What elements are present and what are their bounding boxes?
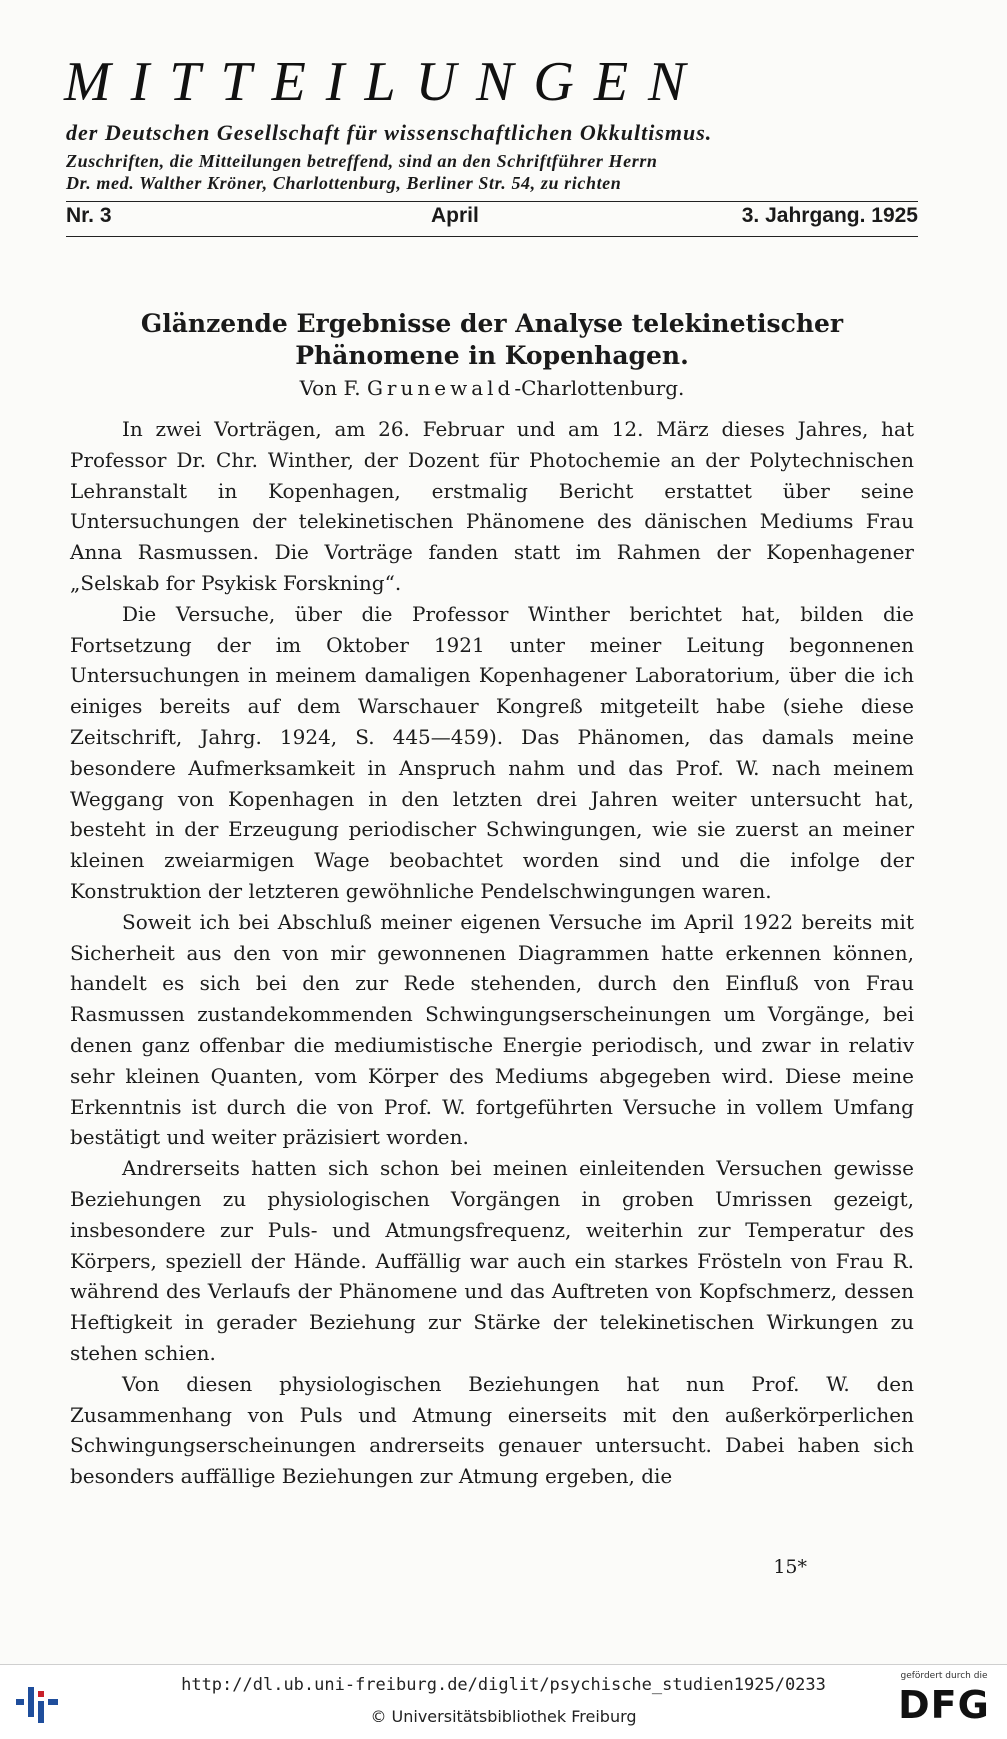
issue-month: April bbox=[431, 204, 479, 227]
byline-author: Grunewald bbox=[366, 376, 515, 400]
viewer-footer bbox=[0, 1664, 1007, 1739]
article-byline bbox=[66, 376, 918, 400]
dfg-logo: DFG bbox=[898, 1683, 990, 1727]
header-rule-bottom bbox=[66, 236, 918, 237]
issue-volume-year: 3. Jahrgang. 1925 bbox=[741, 204, 918, 227]
article-body bbox=[70, 414, 914, 1492]
paragraph: Soweit ich bei Abschluß meiner eigenen Versuche im April 1922 bereits mit Sicherheit aus den von mir gewonnenen Diagrammen hatte erkennen können, handelt es sich bei den zur Rede stehenden, durch den Einfluß von Frau Rasmussen zustandekommenden Schwingungserscheinungen um Vorgänge, bei denen ganz offenbar die mediumistische Energie periodisch, und zwar in relativ sehr kleinen Quanten, vom Körper des Mediums abgegeben wird. Diese meine Erkenntnis ist durch die von Prof. W. fortgeführten Versuche in vollem Umfang bestätigt und weiter präzisiert worden. bbox=[70, 909, 914, 1150]
byline-place: -Charlottenburg. bbox=[514, 376, 685, 400]
address-line-2: Dr. med. Walther Kröner, Charlottenburg, Berliner Str. 54, zu richten bbox=[66, 173, 622, 193]
issue-number: Nr. 3 bbox=[66, 204, 112, 227]
journal-subtitle: der Deutschen Gesellschaft für wissenschaftlichen Okkultismus. bbox=[66, 120, 713, 145]
journal-masthead: MITTEILUNGEN bbox=[64, 51, 706, 113]
issue-bar bbox=[66, 204, 918, 232]
article-title-line-2: Phänomene in Kopenhagen. bbox=[295, 341, 689, 370]
paragraph: Die Versuche, über die Professor Winther berichtet hat, bilden die Fortsetzung der im Oktober 1921 unter meiner Leitung begonnenen Untersuchungen in meinem damaligen Kopenhagener Laboratorium, über die ich einiges bereits auf dem Warschauer Kongreß mitgeteilt habe (siehe diese Zeitschrift, Jahrg. 1924, S. 445—459). Das Phänomen, das damals meine besondere Aufmerksamkeit in Anspruch nahm und das Prof. W. nach meinem Weggang von Kopenhagen in den letzten drei Jahren weiter untersucht hat, besteht in der Erzeugung periodischer Schwingungen, wie sie zuerst an meiner kleinen zweiarmigen Wage beobachtet worden sind und die infolge der Konstruktion der letzteren gewöhnliche Pendelschwingungen waren. bbox=[70, 601, 914, 903]
copyright-notice: © Universitätsbibliothek Freiburg bbox=[370, 1707, 637, 1726]
article-title-line-1: Glänzende Ergebnisse der Analyse telekinetischer bbox=[140, 309, 844, 338]
paragraph: Andrerseits hatten sich schon bei meinen einleitenden Versuchen gewisse Beziehungen zu physiologischen Vorgängen in groben Umrissen gezeigt, insbesondere zur Puls- und Atmungsfrequenz, weiterhin zur Temperatur des Körpers, speziell der Hände. Auffällig war auch ein starkes Frösteln von Frau R. während des Verlaufs der Phänomene und das Auftreten von Kopfschmerz, dessen Heftigkeit in gerader Beziehung zur Stärke der telekinetischen Wirkungen zu stehen schien. bbox=[70, 1156, 914, 1365]
paragraph: Von diesen physiologischen Beziehungen hat nun Prof. W. den Zusammenhang von Puls und Atmung einerseits mit den außerkörperlichen Schwingungserscheinungen andrerseits genauer untersucht. Dabei haben sich besonders auffällige Beziehungen zur Atmung ergeben, die bbox=[70, 1371, 914, 1489]
address-line-1: Zuschriften, die Mitteilungen betreffend, sind an den Schriftführer Herrn bbox=[66, 151, 658, 171]
header-rule-top bbox=[66, 201, 918, 202]
byline-prefix: Von F. bbox=[299, 376, 361, 400]
paragraph: In zwei Vorträgen, am 26. Februar und am 12. März dieses Jahres, hat Professor Dr. Chr. Winther, der Dozent für Photochemie an der Polytechnischen Lehranstalt in Kopenhagen, erstmalig Bericht erstattet über seine Untersuchungen der telekinetischen Phänomene des dänischen Mediums Frau Anna Rasmussen. Die Vorträge fanden statt im Rahmen der Kopenhagener „Selskab for Psykisk Forskning“. bbox=[70, 417, 914, 595]
funding-note: gefördert durch die bbox=[900, 1671, 988, 1681]
page-number: 15* bbox=[773, 1556, 807, 1578]
permalink-url[interactable]: http://dl.ub.uni-freiburg.de/diglit/psychische_studien1925/0233 bbox=[181, 1675, 826, 1695]
